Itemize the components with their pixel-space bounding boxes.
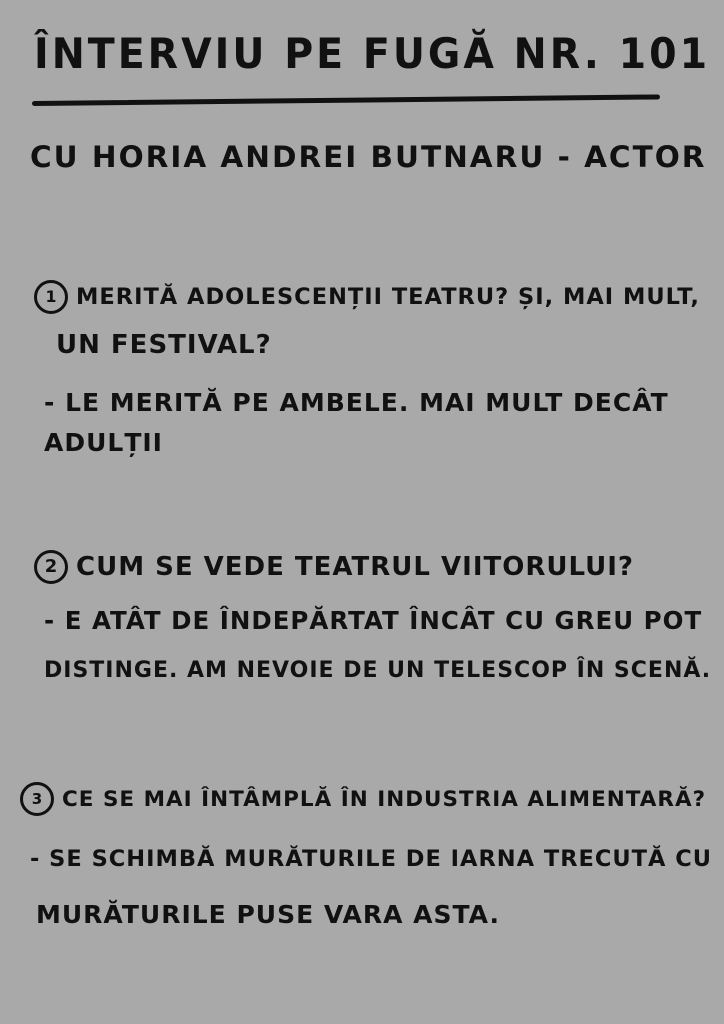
question-1-number: 1 [34, 280, 68, 314]
question-3-number: 3 [20, 782, 54, 816]
title-underline [32, 94, 660, 106]
page-subtitle: CU HORIA ANDREI BUTNARU - ACTOR [30, 140, 707, 174]
question-2-number: 2 [34, 550, 68, 584]
answer-3-line-1: - SE SCHIMBĂ MURĂTURILE DE IARNA TRECUTĂ CU [30, 846, 713, 872]
question-2-text: CUM SE VEDE TEATRUL VIITORULUI? [76, 552, 634, 582]
answer-3-line-2: MURĂTURILE PUSE VARA ASTA. [36, 900, 500, 929]
answer-2-line-1: - E ATÂT DE ÎNDEPĂRTAT ÎNCÂT CU GREU POT [44, 606, 703, 635]
answer-2-line-2: DISTINGE. AM NEVOIE DE UN TELESCOP ÎN SCENĂ. [44, 658, 712, 683]
question-2-line-1 [34, 550, 634, 584]
question-1-text: MERITĂ ADOLESCENȚII TEATRU? ȘI, MAI MULT, [76, 284, 700, 310]
answer-1-line-1: - LE MERITĂ PE AMBELE. MAI MULT DECÂT [44, 388, 669, 417]
answer-1-line-2: ADULȚII [44, 428, 163, 457]
question-1-line-2: UN FESTIVAL? [56, 330, 272, 360]
question-1-line-1 [34, 280, 700, 314]
question-3-text: CE SE MAI ÎNTÂMPLĂ ÎN INDUSTRIA ALIMENTARĂ? [62, 786, 707, 812]
page-title: ÎNTERVIU PE FUGĂ NR. 101 [34, 30, 711, 79]
question-3-line-1 [20, 782, 706, 816]
